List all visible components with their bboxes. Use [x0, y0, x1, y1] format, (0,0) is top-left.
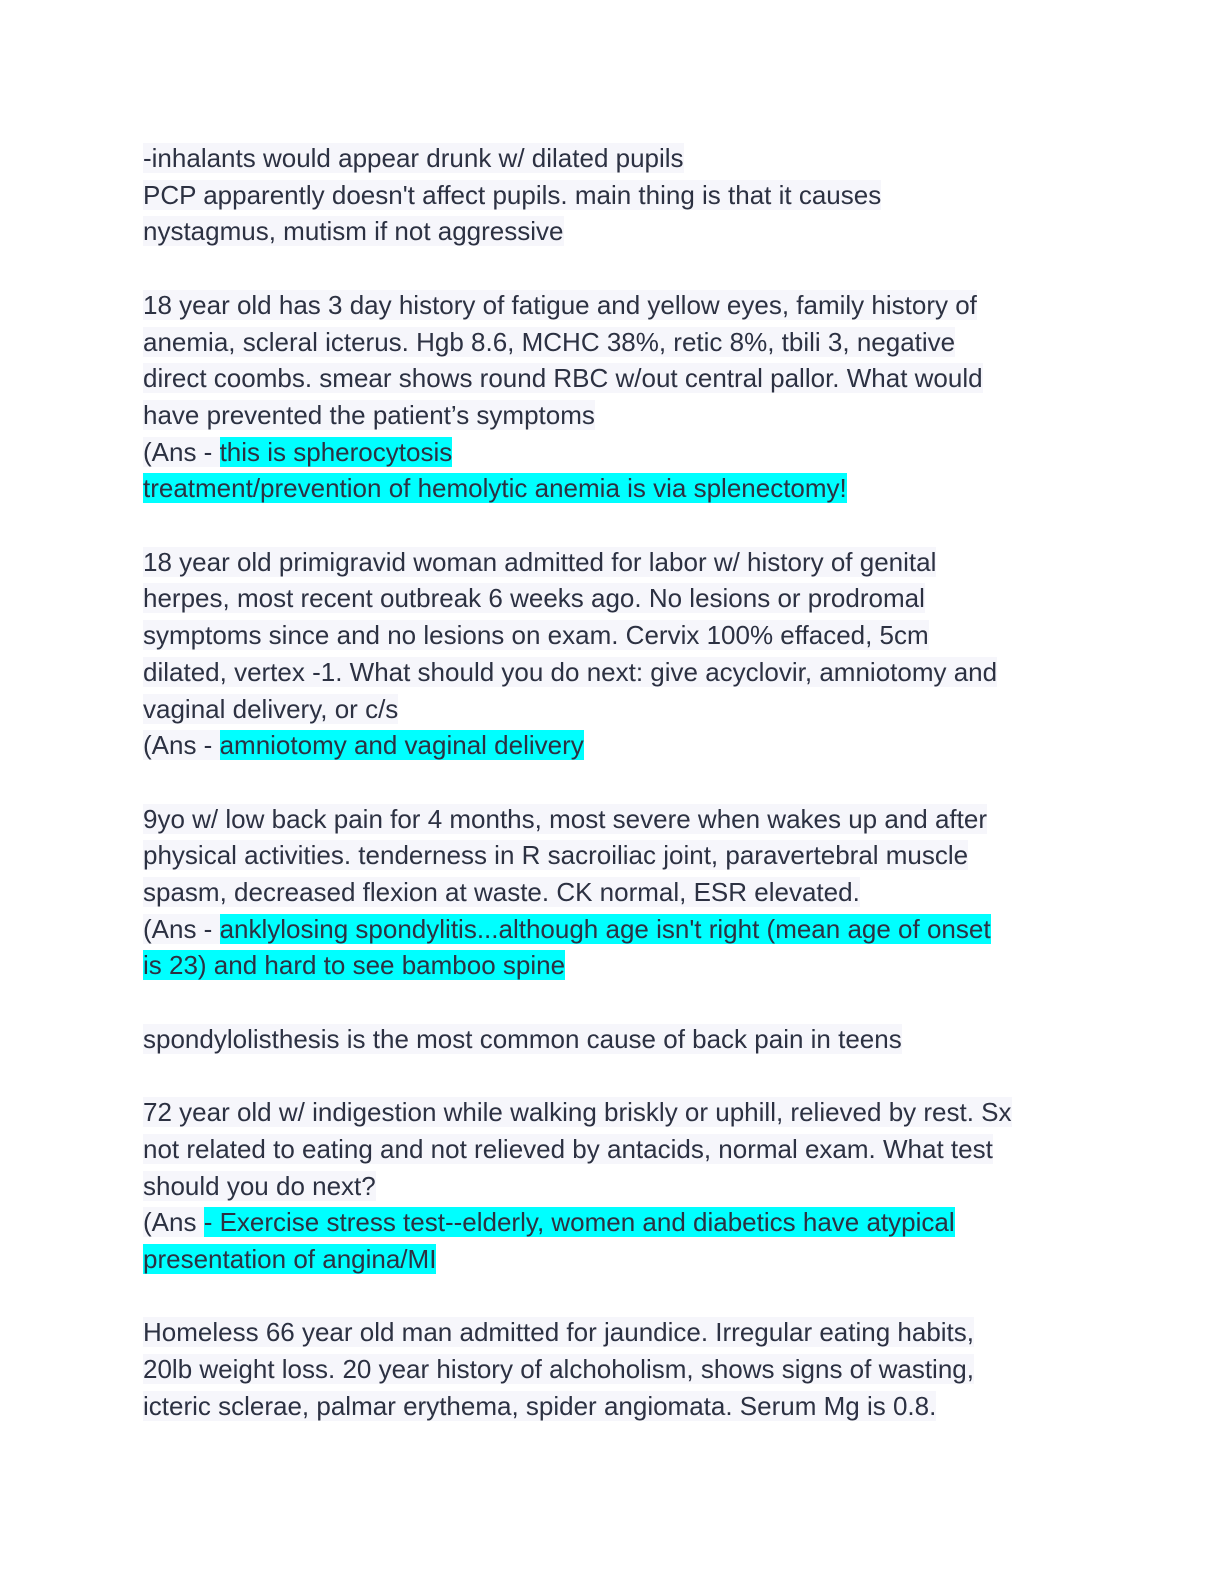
paragraph-spacer: [143, 1278, 1083, 1315]
line-text: dilated, vertex -1. What should you do next: give acyclovir, amniotomy and: [143, 656, 998, 687]
text-line: [143, 324, 1083, 361]
text-line: [143, 1388, 1083, 1425]
line-text: PCP apparently doesn't affect pupils. main thing is that it causes: [143, 179, 882, 210]
line-text: vaginal delivery, or c/s: [143, 693, 399, 724]
line-text: symptoms since and no lesions on exam. Cervix 100% effaced, 5cm: [143, 620, 929, 651]
line-text: -inhalants would appear drunk w/ dilated pupils: [143, 143, 684, 173]
text-line: [143, 1351, 1083, 1388]
paragraph: [143, 801, 1083, 985]
paragraph: [143, 287, 1083, 507]
answer-highlight: anklylosing spondylitis...although age isn't right (mean age of onset: [219, 913, 991, 944]
paragraph: [143, 1314, 1083, 1424]
text-line: [143, 874, 1083, 911]
paragraph: [143, 140, 1083, 250]
text-line: [143, 947, 1083, 984]
answer-highlight: this is spherocytosis: [219, 436, 453, 467]
line-text: spasm, decreased flexion at waste. CK normal, ESR elevated.: [143, 877, 860, 908]
line-text: not related to eating and not relieved by antacids, normal exam. What test: [143, 1133, 993, 1164]
text-line: [143, 580, 1083, 617]
text-line: [143, 1131, 1083, 1168]
paragraph: [143, 1094, 1083, 1278]
text-line: [143, 140, 1083, 177]
text-line: [143, 470, 1083, 507]
line-text: 18 year old has 3 day history of fatigue and yellow eyes, family history of: [143, 289, 977, 320]
text-line: [143, 1094, 1083, 1131]
text-line: [143, 177, 1083, 214]
answer-highlight: amniotomy and vaginal delivery: [219, 730, 584, 761]
line-text: Homeless 66 year old man admitted for jaundice. Irregular eating habits,: [143, 1317, 974, 1348]
line-text: should you do next?: [143, 1170, 376, 1201]
paragraph-spacer: [143, 984, 1083, 1021]
paragraph-spacer: [143, 507, 1083, 544]
text-line: [143, 434, 1083, 471]
line-text: 9yo w/ low back pain for 4 months, most severe when wakes up and after: [143, 803, 987, 834]
text-line: [143, 360, 1083, 397]
text-line: [143, 911, 1083, 948]
line-text: icteric sclerae, palmar erythema, spider angiomata. Serum Mg is 0.8.: [143, 1390, 937, 1421]
text-line: [143, 287, 1083, 324]
text-line: [143, 691, 1083, 728]
line-text: (Ans -: [143, 436, 220, 467]
line-text: 20lb weight loss. 20 year history of alchoholism, shows signs of wasting,: [143, 1354, 974, 1385]
line-text: (Ans: [143, 1207, 204, 1238]
text-line: [143, 1168, 1083, 1205]
line-text: nystagmus, mutism if not aggressive: [143, 216, 564, 247]
paragraph-spacer: [143, 1058, 1083, 1095]
text-line: [143, 1241, 1083, 1278]
answer-highlight: presentation of angina/MI: [143, 1244, 437, 1275]
line-text: physical activities. tenderness in R sacroiliac joint, paravertebral muscle: [143, 840, 969, 871]
line-text: 18 year old primigravid woman admitted for labor w/ history of genital: [143, 546, 937, 577]
paragraph-spacer: [143, 250, 1083, 287]
text-line: [143, 801, 1083, 838]
text-line: [143, 837, 1083, 874]
text-line: [143, 654, 1083, 691]
line-text: spondylolisthesis is the most common cause of back pain in teens: [143, 1023, 902, 1054]
line-text: have prevented the patient’s symptoms: [143, 399, 595, 430]
paragraph: [143, 1021, 1083, 1058]
text-line: [143, 617, 1083, 654]
line-text: (Ans -: [143, 913, 220, 944]
text-line: [143, 213, 1083, 250]
text-line: [143, 544, 1083, 581]
answer-highlight: - Exercise stress test--elderly, women and diabetics have atypical: [203, 1207, 955, 1238]
text-line: [143, 727, 1083, 764]
paragraph: [143, 544, 1083, 764]
line-text: herpes, most recent outbreak 6 weeks ago. No lesions or prodromal: [143, 583, 925, 614]
text-line: [143, 397, 1083, 434]
line-text: 72 year old w/ indigestion while walking briskly or uphill, relieved by rest. Sx: [143, 1097, 1012, 1128]
paragraph-spacer: [143, 764, 1083, 801]
line-text: (Ans -: [143, 730, 220, 761]
text-line: [143, 1021, 1083, 1058]
text-line: [143, 1314, 1083, 1351]
text-line: [143, 1204, 1083, 1241]
line-text: anemia, scleral icterus. Hgb 8.6, MCHC 38%, retic 8%, tbili 3, negative: [143, 326, 956, 357]
document-page: [143, 140, 1083, 1425]
line-text: direct coombs. smear shows round RBC w/out central pallor. What would: [143, 363, 983, 394]
answer-highlight: treatment/prevention of hemolytic anemia is via splenectomy!: [143, 473, 847, 504]
answer-highlight: is 23) and hard to see bamboo spine: [143, 950, 566, 981]
